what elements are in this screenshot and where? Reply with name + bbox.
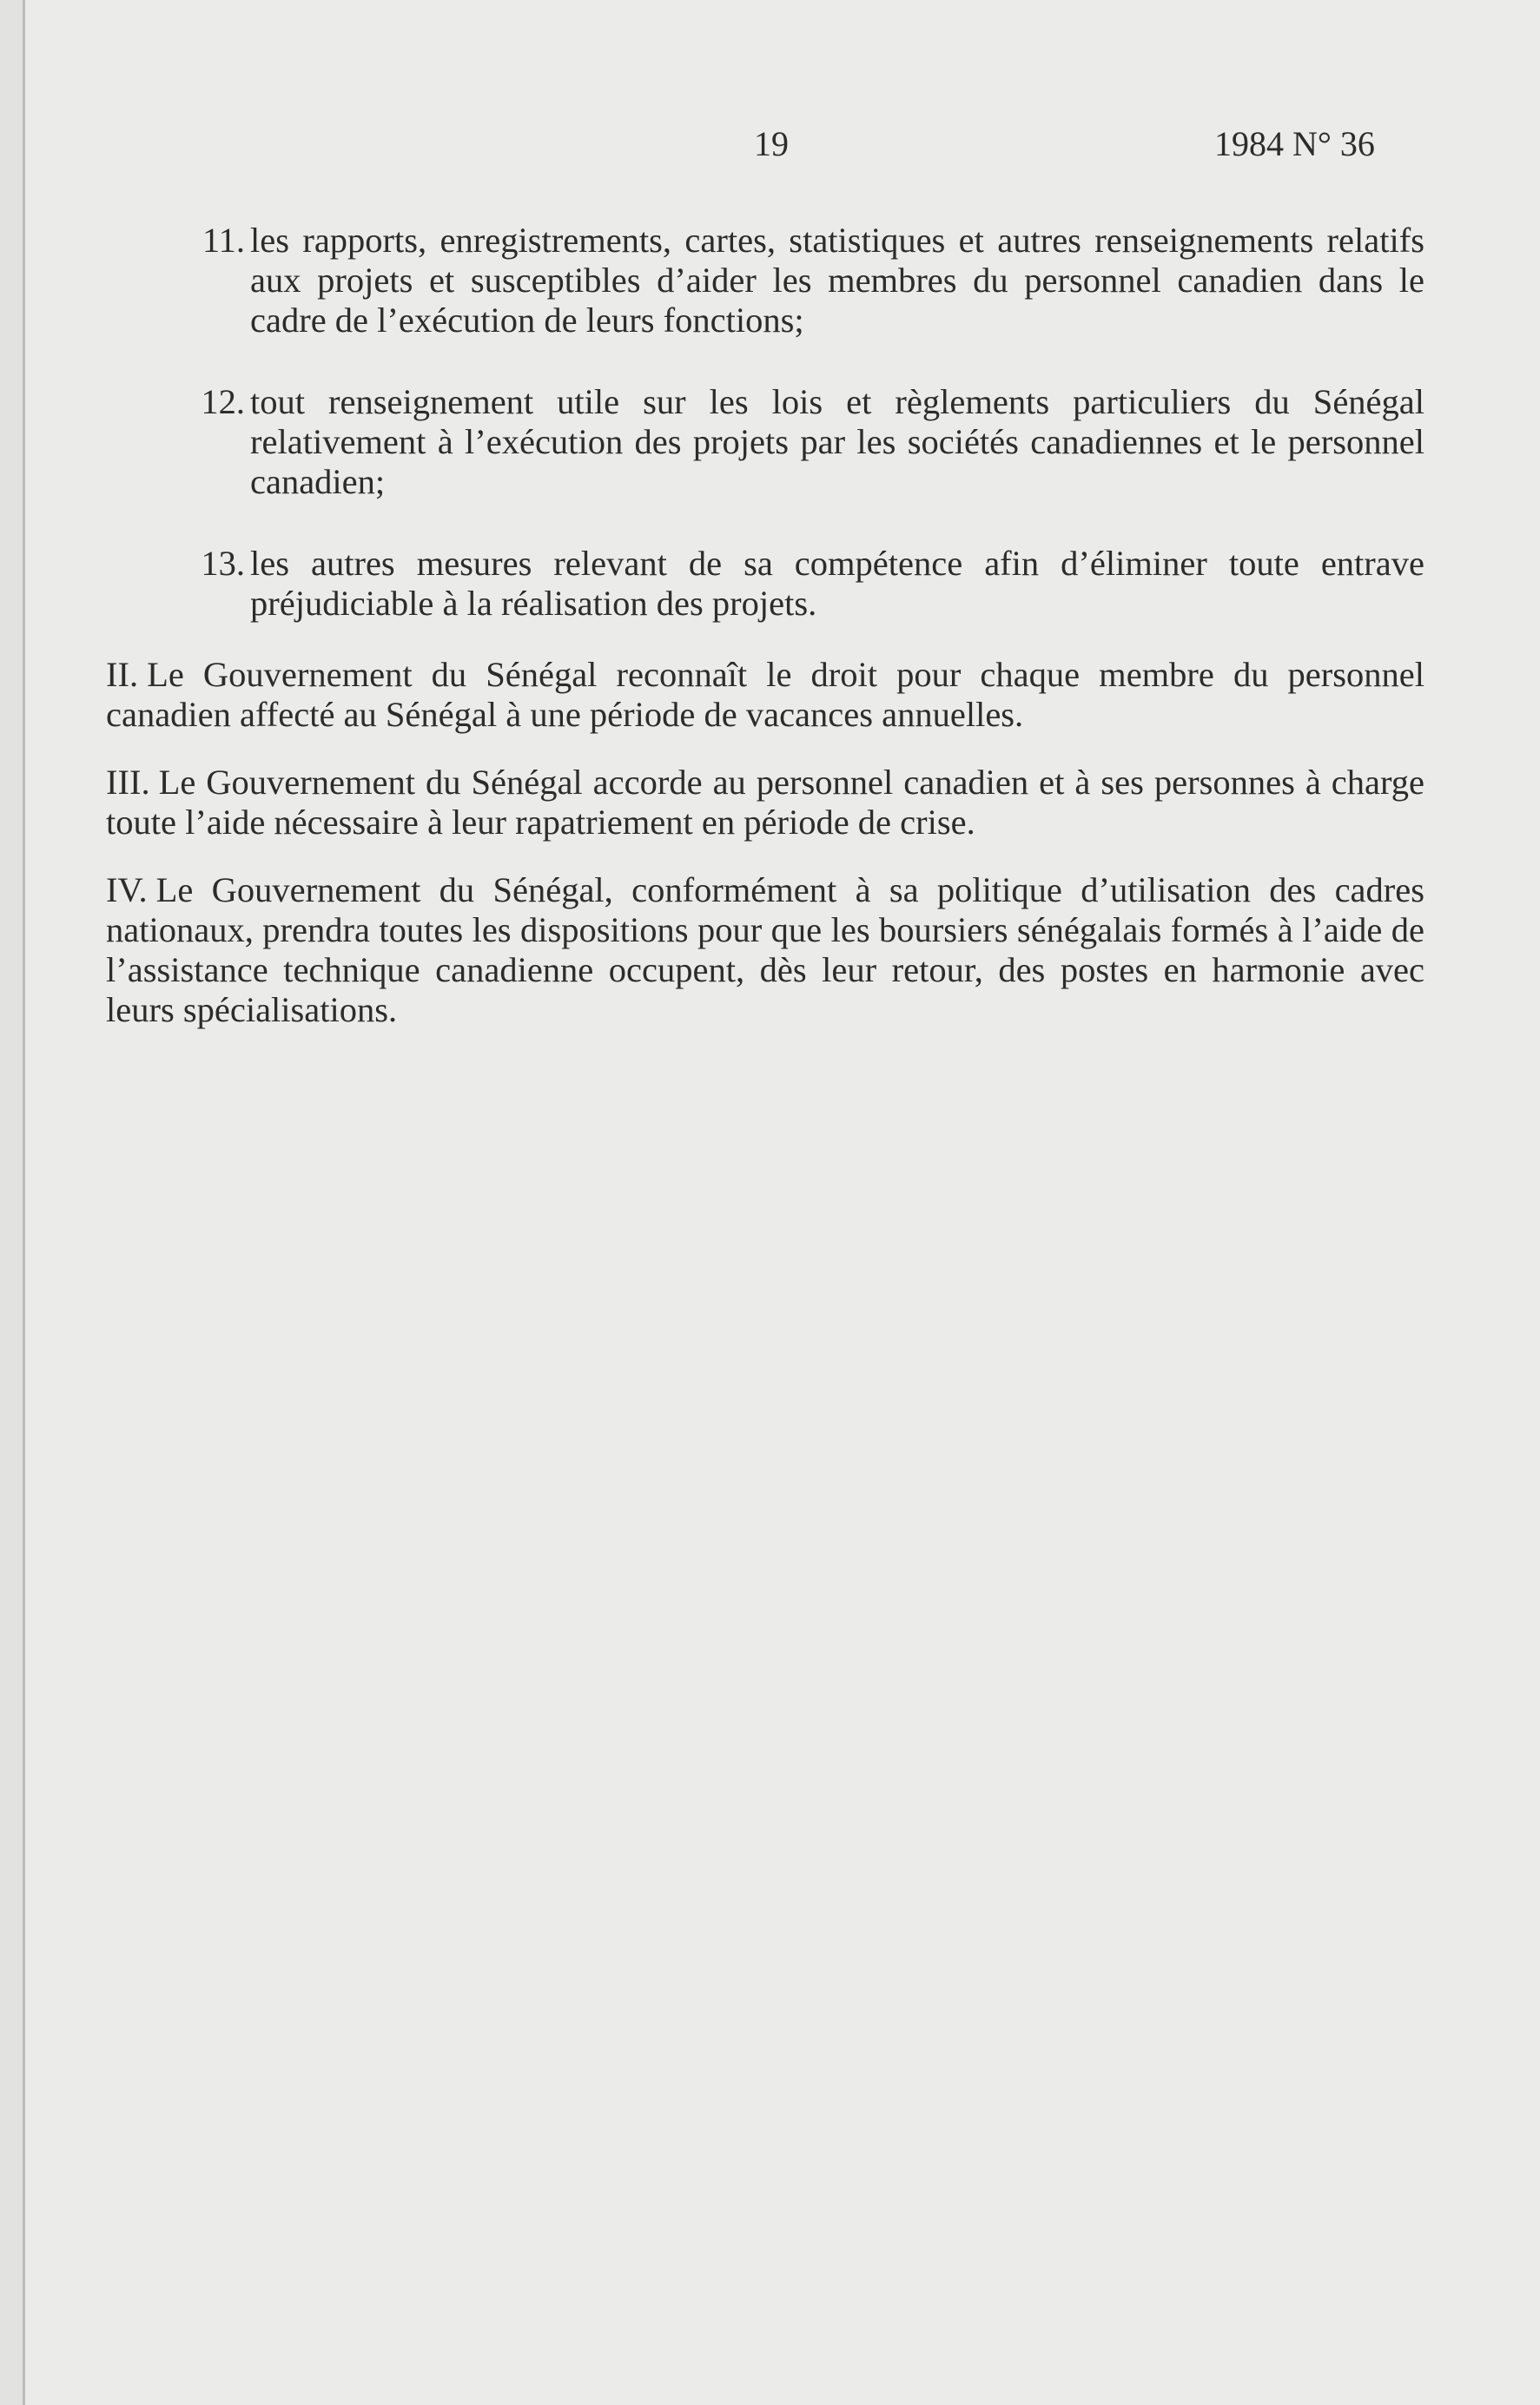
paragraph-number: III. <box>106 763 150 802</box>
item-number: 12. <box>201 382 245 421</box>
item-number: 11. <box>202 221 245 260</box>
paragraph <box>106 763 1424 842</box>
binding-shadow <box>0 0 23 2405</box>
list-item <box>106 221 1424 340</box>
list-item <box>106 382 1424 502</box>
paragraph-number: II. <box>106 655 139 694</box>
paragraph-number: IV. <box>106 870 148 909</box>
item-text: les rapports, enregistrements, cartes, statistiques et autres renseignements relatifs aux projets et susceptibles d’aider les membres du personnel canadien dans le cadre de l’exécution de leurs fonctions; <box>250 221 1424 340</box>
paragraph-text: Le Gouvernement du Sénégal reconnaît le droit pour chaque membre du personnel canadien affecté au Sénégal à une période de vacances annuelles. <box>106 655 1424 734</box>
page-header <box>0 118 1540 170</box>
paragraph <box>106 870 1424 1030</box>
paragraph <box>106 655 1424 735</box>
issue-number: 1984 N° 36 <box>1214 124 1375 163</box>
paragraph-text: Le Gouvernement du Sénégal accorde au personnel canadien et à ses personnes à charge toute l’aide nécessaire à leur rapatriement en période de crise. <box>106 763 1424 842</box>
page-number: 19 <box>754 124 789 163</box>
binding-line <box>23 0 25 2405</box>
item-number: 13. <box>201 544 245 583</box>
list-item <box>106 544 1424 624</box>
item-text: les autres mesures relevant de sa compétence afin d’éliminer toute entrave préjudiciable à la réalisation des projets. <box>250 544 1424 623</box>
item-text: tout renseignement utile sur les lois et règlements particuliers du Sénégal relativement à l’exécution des projets par les sociétés canadiennes et le personnel canadien; <box>250 382 1424 501</box>
body-text <box>106 221 1424 1058</box>
paragraph-text: Le Gouvernement du Sénégal, conformément à sa politique d’utilisation des cadres nationaux, prendra toutes les dispositions pour que les boursiers sénégalais formés à l’aide de l’assistance technique canadienne occupent, dès leur retour, des postes en harmonie avec leurs spécialisations. <box>106 870 1424 1029</box>
